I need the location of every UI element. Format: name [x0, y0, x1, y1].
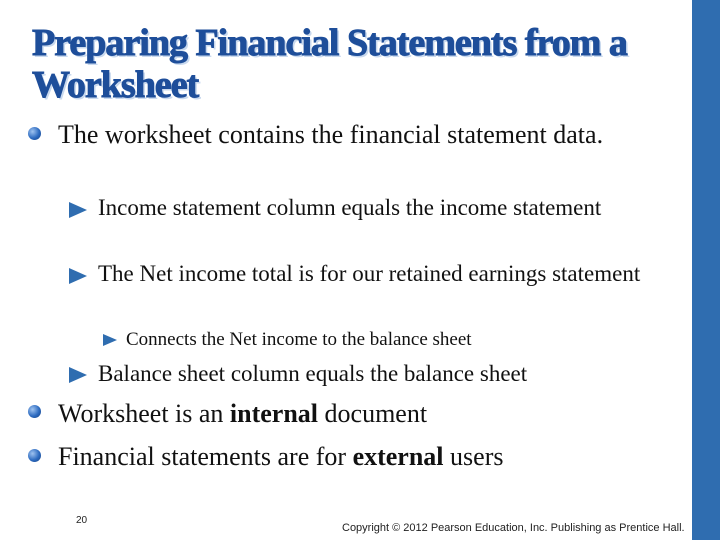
bullet-dot-icon [28, 449, 41, 462]
subbullet-income-statement: Income statement column equals the income statement [98, 195, 602, 220]
copyright-footer: Copyright © 2012 Pearson Education, Inc. Publishing as Prentice Hall. [342, 522, 685, 534]
slide-title: Preparing Financial Statements from a Worksheet [32, 22, 627, 106]
bullet-external: Financial statements are for external users [58, 442, 504, 471]
bullet-arrow-icon [69, 367, 87, 383]
slide-number: 20 [76, 515, 88, 526]
subbullet-balance-sheet: Balance sheet column equals the balance sheet [98, 361, 528, 386]
bullet-arrow-icon [103, 334, 117, 346]
bullet-dot-icon [28, 127, 41, 140]
bullet-arrow-icon [69, 202, 87, 218]
bullet-worksheet-data: The worksheet contains the financial statement data. [58, 120, 604, 149]
subsubbullet-connects: Connects the Net income to the balance sheet [126, 329, 472, 350]
bullet-dot-icon [28, 405, 41, 418]
subbullet-net-income: The Net income total is for our retained earnings statement [98, 261, 641, 286]
bullet-arrow-icon [69, 268, 87, 284]
bullet-internal: Worksheet is an internal document [58, 399, 428, 428]
